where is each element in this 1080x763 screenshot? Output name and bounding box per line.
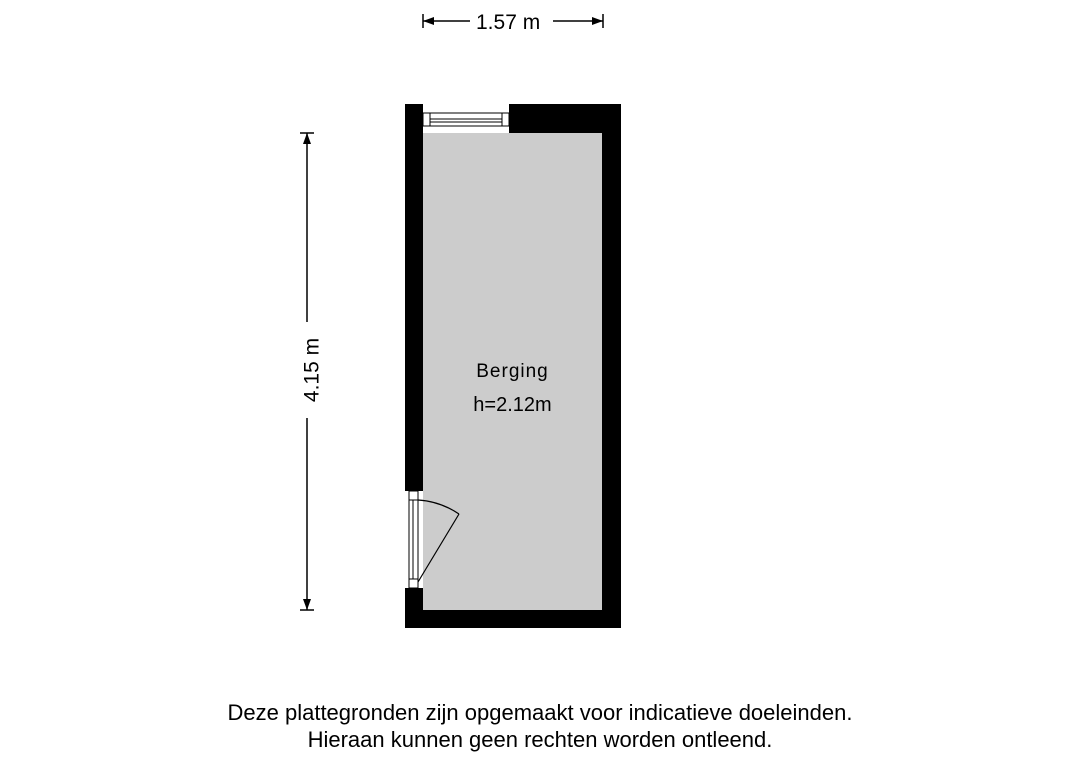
disclaimer-line-1: Deze plattegronden zijn opgemaakt voor indicatieve doeleinden.	[227, 700, 853, 725]
disclaimer	[0, 699, 1080, 753]
width-dimension-label: 1.57 m	[470, 12, 546, 33]
window	[423, 104, 509, 133]
disclaimer-line-2: Hieraan kunnen geen rechten worden ontleend.	[307, 727, 773, 752]
room-ceiling-height-label: h=2.12m	[473, 394, 552, 416]
height-dimension-label: 4.15 m	[302, 332, 323, 408]
room-name-label: Berging	[476, 361, 549, 382]
